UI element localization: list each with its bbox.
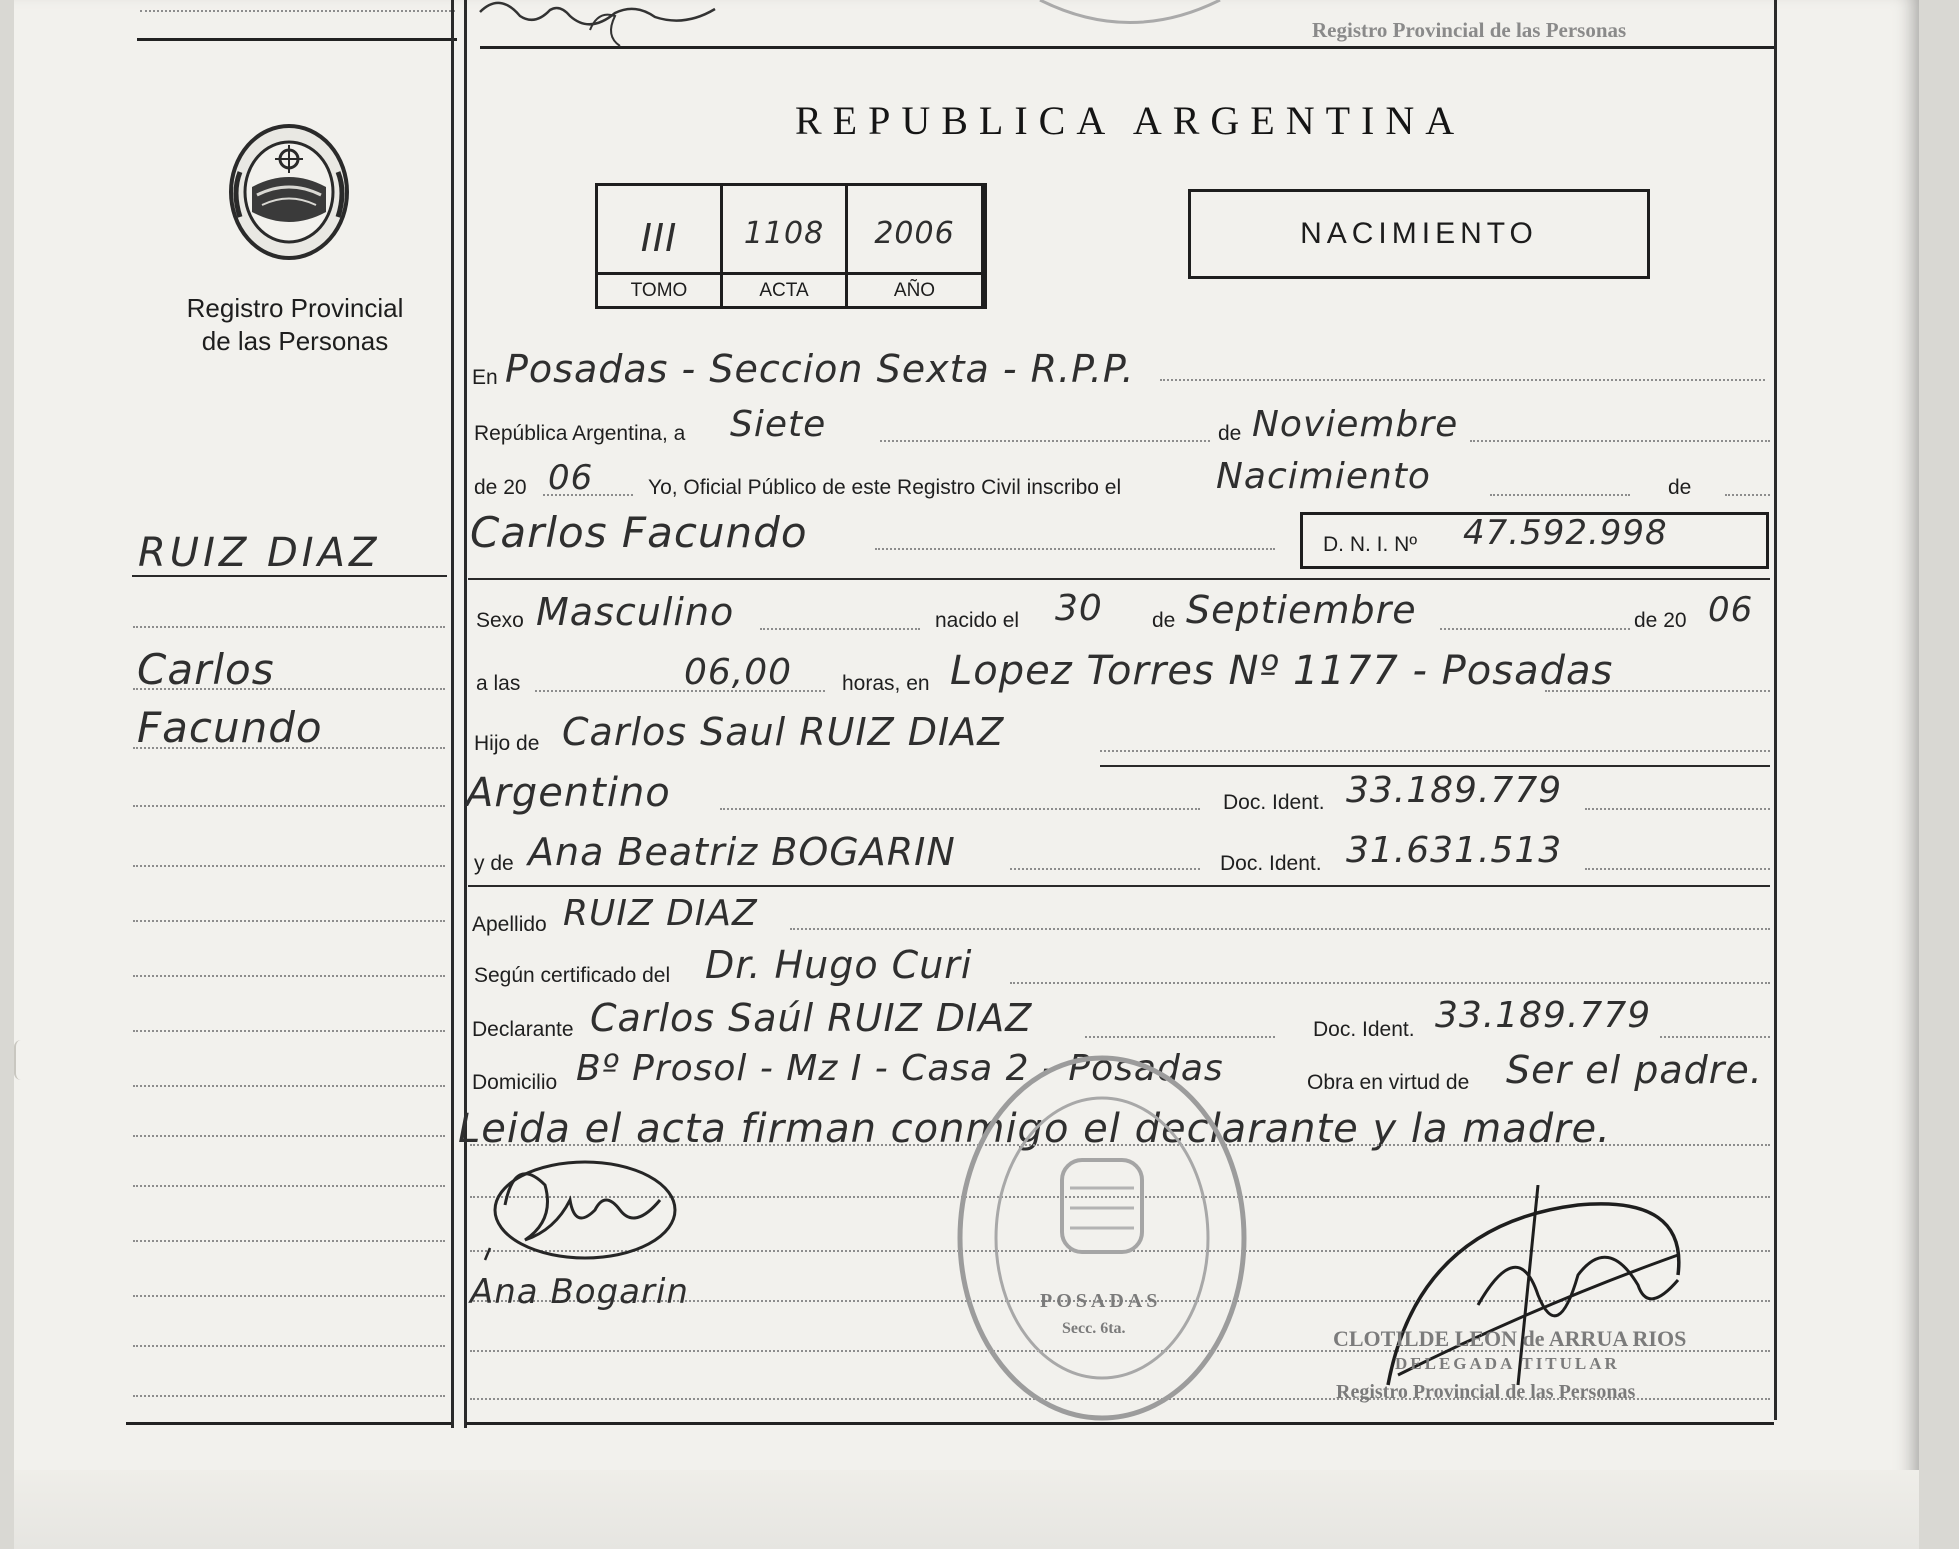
- month-value: Noviembre: [1252, 404, 1459, 445]
- birth-day: 30: [1055, 588, 1103, 629]
- registry-label-line1: Registro Provincial: [186, 293, 404, 323]
- round-official-seal: [952, 1048, 1252, 1428]
- official-name: CLOTILDE LEON de ARRUA RIOS: [1333, 1326, 1687, 1351]
- father-doc: 33.189.779: [1346, 770, 1563, 811]
- province-coat-of-arms-icon: [222, 117, 356, 267]
- dotted-fill-line: [1470, 440, 1770, 442]
- dotted-fill-line: [880, 440, 1210, 442]
- a-las-label: a las: [476, 672, 521, 695]
- hour-value: 06,00: [684, 652, 793, 693]
- dni-box: [1300, 512, 1769, 569]
- declarant-signature: [480, 1150, 695, 1275]
- apellido-label: Apellido: [472, 913, 547, 936]
- margin-given-name-1: Carlos: [137, 645, 275, 694]
- dotted-fill-line: [1660, 1036, 1770, 1038]
- birth-year: 06: [1708, 590, 1754, 630]
- previous-signature-scribble: [470, 0, 730, 55]
- nacido-label: nacido el: [935, 609, 1020, 632]
- form-section-rule: [468, 885, 1770, 887]
- page-fold-mark: [14, 1040, 28, 1080]
- birth-year-prefix: de 20: [1634, 609, 1687, 632]
- dotted-fill-line: [1440, 628, 1630, 630]
- margin-dotted-line: [133, 1085, 445, 1087]
- registry-label-line2: de las Personas: [201, 326, 389, 356]
- year-prefix: de 20: [474, 476, 527, 499]
- certificado-value: Dr. Hugo Curi: [705, 943, 973, 987]
- anio-value: 2006: [874, 216, 955, 251]
- dotted-fill-line: [760, 628, 920, 630]
- margin-dotted-line: [133, 1295, 445, 1297]
- mother-value: Ana Beatriz BOGARIN: [528, 830, 956, 874]
- tomo-value: III: [640, 216, 678, 260]
- father-value: Carlos Saul RUIZ DIAZ: [562, 710, 1005, 754]
- hijo-label: Hijo de: [474, 732, 540, 755]
- margin-dotted-line: [133, 626, 445, 628]
- margin-dotted-line: [133, 688, 445, 690]
- acta-label: ACTA: [759, 280, 809, 301]
- page-bottom-shadow: [14, 1470, 1919, 1549]
- name-value: Carlos Facundo: [470, 508, 808, 557]
- day-value: Siete: [730, 404, 827, 445]
- margin-dotted-line: [133, 865, 445, 867]
- form-section-rule: [468, 578, 1770, 580]
- tomo-cell: [598, 186, 723, 306]
- dotted-fill-line: [543, 494, 633, 496]
- apellido-value: RUIZ DIAZ: [563, 893, 758, 934]
- declarante-value: Carlos Saúl RUIZ DIAZ: [590, 996, 1033, 1040]
- dni-label: D. N. I. Nº: [1323, 533, 1418, 556]
- anio-cell: [848, 186, 984, 306]
- margin-dotted-line: [133, 1345, 445, 1347]
- record-type-value: Nacimiento: [1216, 456, 1431, 497]
- body-left-rule: [464, 0, 467, 1428]
- margin-dotted-line: [133, 1135, 445, 1137]
- en-value: Posadas - Seccion Sexta - R.P.P.: [505, 347, 1135, 391]
- de-label: de: [1218, 422, 1242, 445]
- registry-label: [130, 292, 460, 358]
- dotted-fill-line: [1545, 690, 1770, 692]
- margin-dotted-line: [133, 805, 445, 807]
- dotted-fill-line: [1585, 808, 1770, 810]
- margin-bottom-rule: [126, 1422, 452, 1425]
- dotted-fill-line: [1010, 982, 1770, 984]
- de-label-3: de: [1152, 609, 1176, 632]
- previous-round-seal-fragment: [1030, 0, 1230, 28]
- doc-label-1: Doc. Ident.: [1223, 791, 1325, 814]
- record-type-box: NACIMIENTO: [1188, 189, 1650, 279]
- en-label: En: [472, 366, 498, 389]
- official-registry: Registro Provincial de las Personas: [1336, 1381, 1636, 1403]
- father-nationality: Argentino: [466, 770, 671, 816]
- dotted-fill-line: [1085, 1036, 1275, 1038]
- place-value: Lopez Torres Nº 1177 - Posadas: [950, 648, 1614, 694]
- seal-city: POSADAS: [1040, 1290, 1162, 1312]
- mother-signature: Ana Bogarin: [470, 1272, 689, 1312]
- declarante-doc: 33.189.779: [1435, 995, 1652, 1036]
- dotted-fill-line: [1725, 494, 1770, 496]
- horas-label: horas, en: [842, 672, 930, 695]
- dotted-fill-line: [1490, 494, 1630, 496]
- birth-month: Septiembre: [1186, 588, 1417, 632]
- mother-doc: 31.631.513: [1346, 830, 1563, 871]
- de-label-2: de: [1668, 476, 1692, 499]
- dotted-fill-line: [1100, 750, 1770, 752]
- dotted-fill-line: [720, 808, 1200, 810]
- margin-surname: RUIZ DIAZ: [138, 530, 381, 576]
- obra-value: Ser el padre.: [1506, 1048, 1763, 1092]
- margin-dotted-line: [133, 975, 445, 977]
- margin-dotted-line: [140, 10, 455, 12]
- dotted-fill-line: [1585, 868, 1770, 870]
- year-value: 06: [548, 458, 594, 498]
- declarante-label: Declarante: [472, 1018, 574, 1041]
- doc-label-2: Doc. Ident.: [1220, 852, 1322, 875]
- tomo-label: TOMO: [630, 280, 688, 301]
- record-box-divider: [598, 272, 984, 275]
- margin-right-rule: [451, 0, 454, 1428]
- seal-section: Secc. 6ta.: [1062, 1320, 1126, 1337]
- doc-label-3: Doc. Ident.: [1313, 1018, 1415, 1041]
- margin-dotted-line: [133, 1395, 445, 1397]
- dotted-fill-line: [1160, 379, 1765, 381]
- dotted-fill-line: [1010, 868, 1200, 870]
- domicilio-label: Domicilio: [472, 1071, 558, 1094]
- y-de-label: y de: [474, 852, 514, 875]
- margin-separator: [137, 38, 457, 41]
- body-right-rule: [1774, 0, 1777, 1420]
- margin-dotted-line: [133, 920, 445, 922]
- margin-dotted-line: [133, 1030, 445, 1032]
- margin-given-name-2: Facundo: [137, 703, 323, 752]
- dotted-fill-line: [790, 928, 1770, 930]
- anio-label: AÑO: [893, 280, 936, 301]
- page-title: REPUBLICA ARGENTINA: [795, 98, 1466, 143]
- obra-label: Obra en virtud de: [1307, 1071, 1470, 1094]
- domicilio-value: Bº Prosol - Mz I - Casa 2 - Posadas: [576, 1048, 1224, 1089]
- margin-surname-underline: [132, 575, 447, 577]
- official-text: Yo, Oficial Público de este Registro Civil inscribo el: [648, 476, 1122, 499]
- acta-cell: [723, 186, 848, 306]
- closing-text: Leida el acta firman conmigo el declarante y la madre.: [458, 1106, 1611, 1152]
- sexo-value: Masculino: [536, 590, 735, 634]
- sexo-label: Sexo: [476, 609, 524, 632]
- margin-dotted-line: [133, 1185, 445, 1187]
- previous-stamp-text: Registro Provincial de las Personas: [1312, 18, 1627, 42]
- form-section-rule: [1100, 765, 1770, 767]
- dotted-fill-line: [875, 548, 1275, 550]
- margin-dotted-line: [133, 1240, 445, 1242]
- record-number-box: [595, 183, 987, 309]
- margin-dotted-line: [133, 747, 445, 749]
- republica-label: República Argentina, a: [474, 422, 686, 445]
- dni-value: 47.592.998: [1463, 513, 1668, 553]
- certificado-label: Según certificado del: [474, 964, 671, 987]
- acta-value: 1108: [743, 216, 825, 251]
- official-title: DELEGADA TITULAR: [1395, 1354, 1620, 1373]
